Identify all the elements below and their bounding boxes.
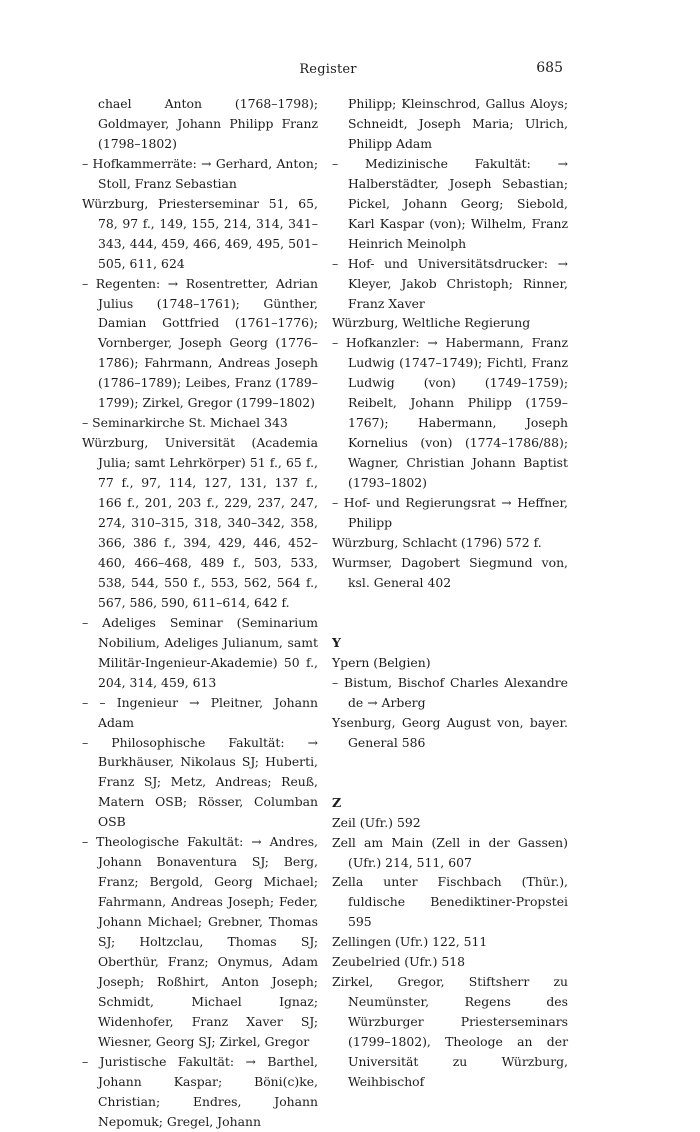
index-subentry: – Medizinische Fakultät: → Halberstädter, Joseph Sebastian; Pickel, Johann Georg; Siebold, Karl Kaspar (von); Wilhelm, Franz Heinrich Meinolph xyxy=(332,155,568,251)
index-subentry: – Adeliges Seminar (Seminarium Nobilium, Adeliges Julianum, samt Militär-Ingenieur-Akademie) 50 f., 204, 314, 459, 613 xyxy=(82,614,318,690)
page-number: 685 xyxy=(536,60,563,76)
index-entry: Wurmser, Dagobert Siegmund von, ksl. General 402 xyxy=(332,554,568,590)
index-subentry: – Regenten: → Rosentretter, Adrian Julius (1748–1761); Günther, Damian Gottfried (1761–1776); Vornberger, Joseph Georg (1776–1786); Fahrmann, Andreas Joseph (1786–1789); Leibes, Franz (1789–1799); Zirkel, Gregor (1799–1802) xyxy=(82,275,318,411)
index-subentry: – – Ingenieur → Pleitner, Johann Adam xyxy=(82,694,318,730)
index-entry: Zirkel, Gregor, Stiftsherr zu Neumünster, Regens des Würzburger Priesterseminars (1799–1802), Theologe an der Universität zu Würzburg, Weihbischof xyxy=(332,974,568,1089)
index-subentry: – Seminarkirche St. Michael 343 xyxy=(82,415,288,431)
running-header xyxy=(0,58,700,82)
running-title: Register xyxy=(299,62,357,77)
right-column xyxy=(332,94,568,1092)
index-subentry: – Hofkammerräte: → Gerhard, Anton; Stoll, Franz Sebastian xyxy=(82,155,318,191)
index-subentry: – Hof- und Regierungsrat → Heffner, Philipp xyxy=(332,495,568,531)
index-subentry: – Philosophische Fakultät: → Burkhäuser, Nikolaus SJ; Huberti, Franz SJ; Metz, Andreas; Reuß, Matern OSB; Rösser, Columban OSB xyxy=(82,734,318,830)
index-entry: Zeubelried (Ufr.) 518 xyxy=(332,954,466,970)
index-entry: Zell am Main (Zell in der Gassen) (Ufr.) 214, 511, 607 xyxy=(332,834,568,870)
index-entry: Zella unter Fischbach (Thür.), fuldische Benediktiner-Propstei 595 xyxy=(332,874,568,930)
index-entry: Zellingen (Ufr.) 122, 511 xyxy=(332,934,488,950)
index-entry: Ypern (Belgien) xyxy=(332,654,431,670)
section-spacer xyxy=(332,753,568,793)
section-letter-z: Z xyxy=(332,794,342,810)
index-subentry: – Bistum, Bischof Charles Alexandre de → Arberg xyxy=(332,674,568,710)
index-entry: Ysenburg, Georg August von, bayer. General 586 xyxy=(332,714,568,750)
index-entry: Würzburg, Schlacht (1796) 572 f. xyxy=(332,534,542,550)
index-entry: Zeil (Ufr.) 592 xyxy=(332,814,421,830)
index-entry: Würzburg, Universität (Academia Julia; samt Lehrkörper) 51 f., 65 f., 77 f., 97, 114, 127, 131, 137 f., 166 f., 201, 203 f., 229, 237, 247, 274, 310–315, 318, 340–342, 358, 366, 386 f., 394, 429, 446, 452–460, 466–468, 489 f., 503, 533, 538, 544, 550 f., 553, 562, 564 f., 567, 586, 590, 611–614, 642 f. xyxy=(82,435,318,610)
index-subentry: – Theologische Fakultät: → Andres, Johann Bonaventura SJ; Berg, Franz; Bergold, Georg Michael; Fahrmann, Andreas Joseph; Feder, Johann Michael; Grebner, Thomas SJ; Holtzclau, Thomas SJ; Oberthür, Franz; Onymus, Adam Joseph; Roßhirt, Anton Joseph; Schmidt, Michael Ignaz; Widenhofer, Franz Xaver SJ; Wiesner, Georg SJ; Zirkel, Gregor xyxy=(82,834,318,1049)
index-subentry: – Juristische Fakultät: → Barthel, Johann Kaspar; Böni(c)ke, Christian; Endres, Johann Nepomuk; Gregel, Johann xyxy=(82,1053,318,1129)
index-entry: chael Anton (1768–1798); Goldmayer, Johann Philipp Franz (1798–1802) xyxy=(98,96,318,151)
index-subentry: – Hofkanzler: → Habermann, Franz Ludwig (1747–1749); Fichtl, Franz Ludwig (von) (1749–1759); Reibelt, Johann Philipp (1759–1767); Habermann, Joseph Kornelius (von) (1774–1786/88); Wagner, Christian Johann Baptist (1793–1802) xyxy=(332,335,568,491)
index-subentry: – Hof- und Universitätsdrucker: → Kleyer, Jakob Christoph; Rinner, Franz Xaver xyxy=(332,255,568,311)
section-letter-y: Y xyxy=(332,634,341,650)
left-column xyxy=(82,94,318,1132)
index-entry: Würzburg, Priesterseminar 51, 65, 78, 97 f., 149, 155, 214, 314, 341–343, 444, 459, 466, 469, 495, 501–505, 611, 624 xyxy=(82,195,318,271)
section-spacer xyxy=(332,593,568,633)
index-entry: Würzburg, Weltliche Regierung xyxy=(332,315,531,331)
index-entry: Philipp; Kleinschrod, Gallus Aloys; Schneidt, Joseph Maria; Ulrich, Philipp Adam xyxy=(348,96,568,151)
